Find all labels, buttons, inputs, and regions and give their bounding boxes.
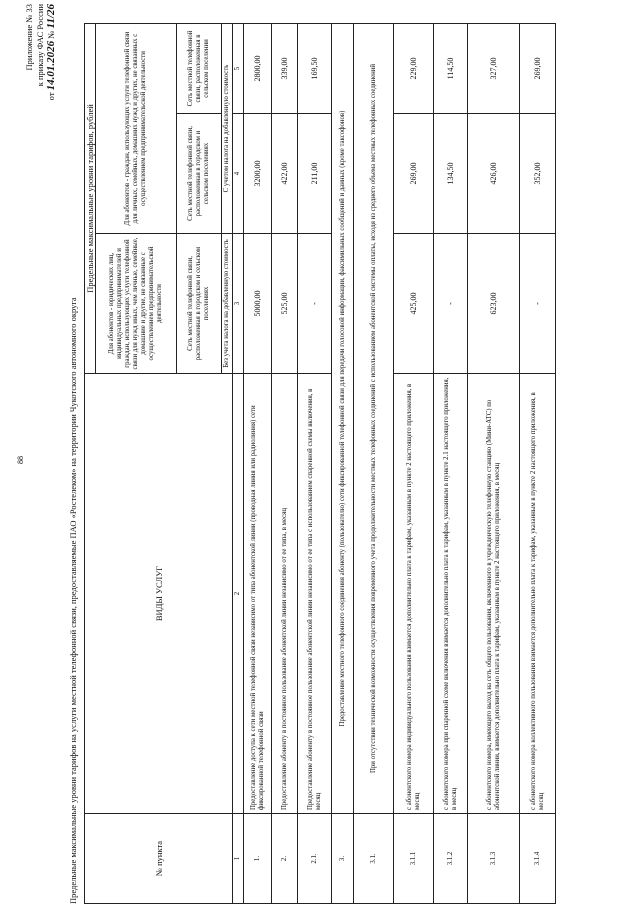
row-number: 3.: [332, 814, 354, 904]
table-row: [332, 24, 354, 904]
document-title: Предельные максимальные уровни тарифов на услуги местной телефонной связи, предоставляемые ПАО «Ростелеком» на территории Чукотского автономного округа: [68, 297, 78, 904]
row-value-urban: 422,00: [272, 114, 298, 234]
header-net-urban-rural: Сеть местной телефонной связи, расположенная в городском и сельском поселениях: [177, 234, 222, 374]
appendix-date-line: [46, 4, 57, 144]
row-value-legal: -: [520, 234, 556, 374]
row-service-text: с абонентского номера, имеющего выход на сеть общего пользования, включенного в учрежденческую телефонную станцию (Мини-АТС) по абонентской линии, взимается дополнительно плата к тарифам, указанным в пункте 2 настоящего приложения, в месяц: [468, 374, 520, 814]
table-row: [434, 24, 468, 904]
row-service-text: Предоставление доступа к сети местной телефонной связи независимо от типа абонентской линии (проводная линия или радиолиния) сети фиксированной телефонной связи: [244, 374, 272, 814]
table-row: [468, 24, 520, 904]
idx-5: 5: [233, 24, 244, 114]
row-value-rural: 339,00: [272, 24, 298, 114]
header-citizen-group: Для абонентов - граждан, использующих услуги телефонной связи для личных, семейных, домашних нужд и других, не связанных с осуществлением предпринимательской деятельности: [96, 24, 177, 234]
idx-2: 2: [233, 374, 244, 814]
row-value-urban: 134,50: [434, 114, 468, 234]
tariff-table: [84, 23, 556, 904]
row-number: 1.: [244, 814, 272, 904]
date-prefix: от: [46, 92, 56, 101]
header-vat-excl: Без учета налога на добавленную стоимость: [222, 234, 233, 374]
table-row: [298, 24, 332, 904]
num-prefix: №: [46, 30, 56, 39]
header-services: ВИДЫ УСЛУГ: [85, 374, 233, 814]
row-service-text: с абонентского номера при спаренной схеме включения взимается дополнительно плата к тарифам, указанным в пункте 2.1 настоящего приложения, в месяц: [434, 374, 468, 814]
row-number: 3.1.4: [520, 814, 556, 904]
row-number: 2.: [272, 814, 298, 904]
header-levels: Предельные максимальные уровни тарифов, рублей: [85, 24, 96, 374]
appendix-block: [24, 4, 57, 144]
header-num: № пункта: [85, 814, 233, 904]
row-value-legal: 5000,00: [244, 234, 272, 374]
row-value-rural: 269,00: [520, 24, 556, 114]
idx-3: 3: [233, 234, 244, 374]
row-value-legal: 525,00: [272, 234, 298, 374]
handwritten-date: 14.01.2026: [45, 40, 57, 91]
row-value-legal: 623,00: [468, 234, 520, 374]
row-value-urban: 352,00: [520, 114, 556, 234]
row-value-legal: 425,00: [394, 234, 434, 374]
table-row: [520, 24, 556, 904]
row-number: 2.1.: [298, 814, 332, 904]
row-value-rural: 169,50: [298, 24, 332, 114]
row-value-rural: 114,50: [434, 24, 468, 114]
row-value-rural: 327,00: [468, 24, 520, 114]
table-row: [354, 24, 394, 904]
idx-4: 4: [233, 114, 244, 234]
header-row-1: [85, 24, 96, 904]
appendix-line2: к приказу ФАС России: [35, 4, 45, 87]
header-net-urban-rural-2: Сеть местной телефонной связи, расположенная в городском и сельском поселениях: [177, 114, 222, 234]
row-service-text: Предоставление абоненту в постоянное пользование абонентской линии независимо от ее типа, в месяц: [272, 374, 298, 814]
row-value-rural: 2800,00: [244, 24, 272, 114]
row-service-text: с абонентского номера индивидуального пользования взимается дополнительно плата к тарифам, указанным в пункте 2 настоящего приложения, в месяц: [394, 374, 434, 814]
row-service-text: Предоставление абоненту в постоянное пользование абонентской линии независимо от ее типа с использованием спаренной схемы включения, в месяц: [298, 374, 332, 814]
idx-1: 1: [233, 814, 244, 904]
header-index-row: [233, 24, 244, 904]
header-net-rural: Сеть местной телефонной связи, расположенная в сельском поселении: [177, 24, 222, 114]
row-span-text: Предоставление местного телефонного соединения абоненту (пользователю) сети фиксированной телефонной связи для передачи голосовой информации, факсимильных сообщений и данных (кроме таксофонов): [332, 24, 354, 814]
row-value-legal: -: [298, 234, 332, 374]
row-span-text: При отсутствии технической возможности осуществления повременного учета продолжительности местных телефонных соединений с использованием абонентской системы оплаты, исходя из среднего объема местных телефонных соединений: [354, 24, 394, 814]
page-number: 88: [16, 456, 25, 464]
appendix-line1: Приложение № 33: [24, 4, 34, 71]
table-row: [244, 24, 272, 904]
row-value-urban: 3200,00: [244, 114, 272, 234]
row-value-rural: 229,00: [394, 24, 434, 114]
row-value-urban: 426,00: [468, 114, 520, 234]
row-number: 3.1.: [354, 814, 394, 904]
row-number: 3.1.1: [394, 814, 434, 904]
row-value-urban: 211,00: [298, 114, 332, 234]
header-vat-incl: С учетом налога на добавленную стоимость: [222, 24, 233, 234]
table-row: [394, 24, 434, 904]
row-value-urban: 269,00: [394, 114, 434, 234]
table-body: [85, 24, 556, 904]
row-number: 3.1.2: [434, 814, 468, 904]
table-row: [272, 24, 298, 904]
row-number: 3.1.3: [468, 814, 520, 904]
header-legal-group: Для абонентов - юридических лиц, индивидуальных предпринимателей и граждан, использующих услуги телефонной связи для нужд иных, чем личные, семейные, домашние и другие, не связанные с осуществлением предпринимательской деятельности: [96, 234, 177, 374]
row-service-text: с абонентского номера коллективного пользования взимается дополнительно плата к тарифам, указанным в пункте 2 настоящего приложения, в месяц: [520, 374, 556, 814]
handwritten-number: 11/26: [45, 4, 57, 29]
row-value-legal: -: [434, 234, 468, 374]
